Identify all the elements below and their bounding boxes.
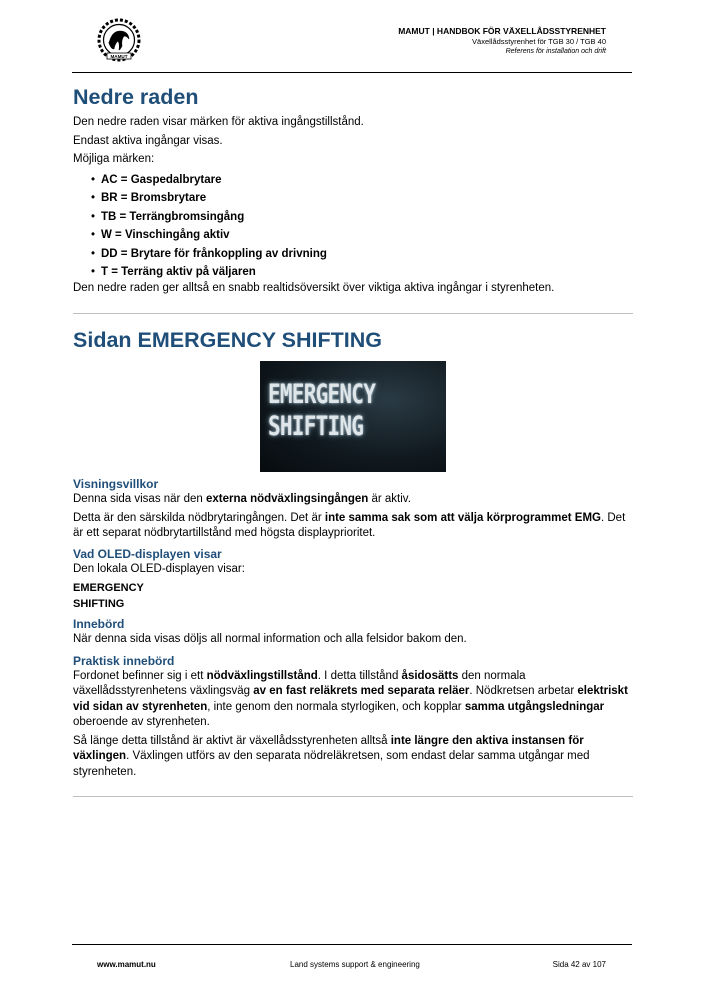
paragraph: Den nedre raden visar märken för aktiva ingångstillstånd. [73, 116, 364, 128]
header-title: MAMUT | HANDBOK FÖR VÄXELLÅDSSTYRENHET [398, 26, 606, 36]
list-item: • T = Terräng aktiv på väljaren [101, 263, 633, 282]
list-item: • W = Vinschingång aktiv [101, 226, 633, 245]
subheading-oled: Vad OLED-displayen visar [73, 546, 222, 561]
logo-wordmark: MAMUT [110, 54, 128, 59]
main-content [73, 84, 633, 797]
paragraph: Endast aktiva ingångar visas. [73, 134, 223, 147]
photo-text-line: SHIFTING [268, 411, 364, 442]
header-rule [72, 72, 632, 73]
section-heading-nedre-raden: Nedre raden [73, 85, 199, 109]
paragraph: Den lokala OLED-displayen visar: [73, 562, 245, 575]
footer-rule [72, 944, 632, 945]
paragraph: När denna sida visas döljs all normal information och alla felsidor bakom den. [73, 633, 467, 645]
subheading-innebord: Innebörd [73, 617, 125, 631]
section-divider [73, 796, 633, 797]
paragraph: Denna sida visas när den externa nödväxlingsingången är aktiv. [73, 493, 411, 505]
marker-list [73, 171, 633, 282]
section-divider [73, 313, 633, 314]
page-header [398, 26, 606, 57]
paragraph: Fordonet befinner sig i ett nödväxlingstillstånd. I detta tillstånd åsidosätts den normala växellådsstyrenhetens växlingsväg av en fast reläkrets med separata reläer. Nödkretsen arbetar elektriskt vid sidan av styrenheten, inte genom den normala styrlogiken, och kopplar samma utgångsledningar oberoende av styrenheten. [73, 669, 628, 728]
paragraph: Den nedre raden ger alltså en snabb realtidsöversikt över viktiga aktiva ingångar i styrenheten. [73, 281, 555, 294]
list-item: • TB = Terrängbromsingång [101, 208, 633, 227]
header-note: Referens för installation och drift [505, 48, 606, 55]
paragraph: Detta är den särskilda nödbrytaringången. Det är inte samma sak som att välja körprogrammet EMG. Det är ett separat nödbrytartillstånd med högsta displayprioritet. [73, 511, 626, 539]
section-heading-emergency-shifting: Sidan EMERGENCY SHIFTING [73, 328, 382, 352]
footer-website[interactable]: www.mamut.nu [97, 960, 156, 969]
subheading-praktisk-innebord: Praktisk innebörd [73, 653, 175, 668]
paragraph: Så länge detta tillstånd är aktivt är växellådsstyrenheten alltså inte längre den aktiva instansen för växlingen. Växlingen utförs av den separata nödreläkretsen, som endast delar samma utgångar med styrenheten. [73, 734, 590, 778]
list-item: • BR = Bromsbrytare [101, 189, 633, 208]
oled-text-line: EMERGENCY [73, 582, 144, 594]
oled-display-photo [260, 361, 446, 472]
subheading-visningsvillkor: Visningsvillkor [73, 477, 159, 491]
paragraph: Möjliga märken: [73, 153, 155, 165]
footer-tagline: Land systems support & engineering [290, 960, 420, 969]
footer-page-number: Sida 42 av 107 [552, 960, 606, 969]
mamut-logo [94, 17, 144, 63]
oled-text-line: SHIFTING [73, 598, 125, 610]
photo-text-line: EMERGENCY [268, 379, 376, 410]
list-item: • AC = Gaspedalbrytare [101, 171, 633, 190]
header-subtitle: Växellådsstyrenhet för TGB 30 / TGB 40 [472, 37, 606, 46]
list-item: • DD = Brytare för frånkoppling av drivning [101, 245, 633, 264]
